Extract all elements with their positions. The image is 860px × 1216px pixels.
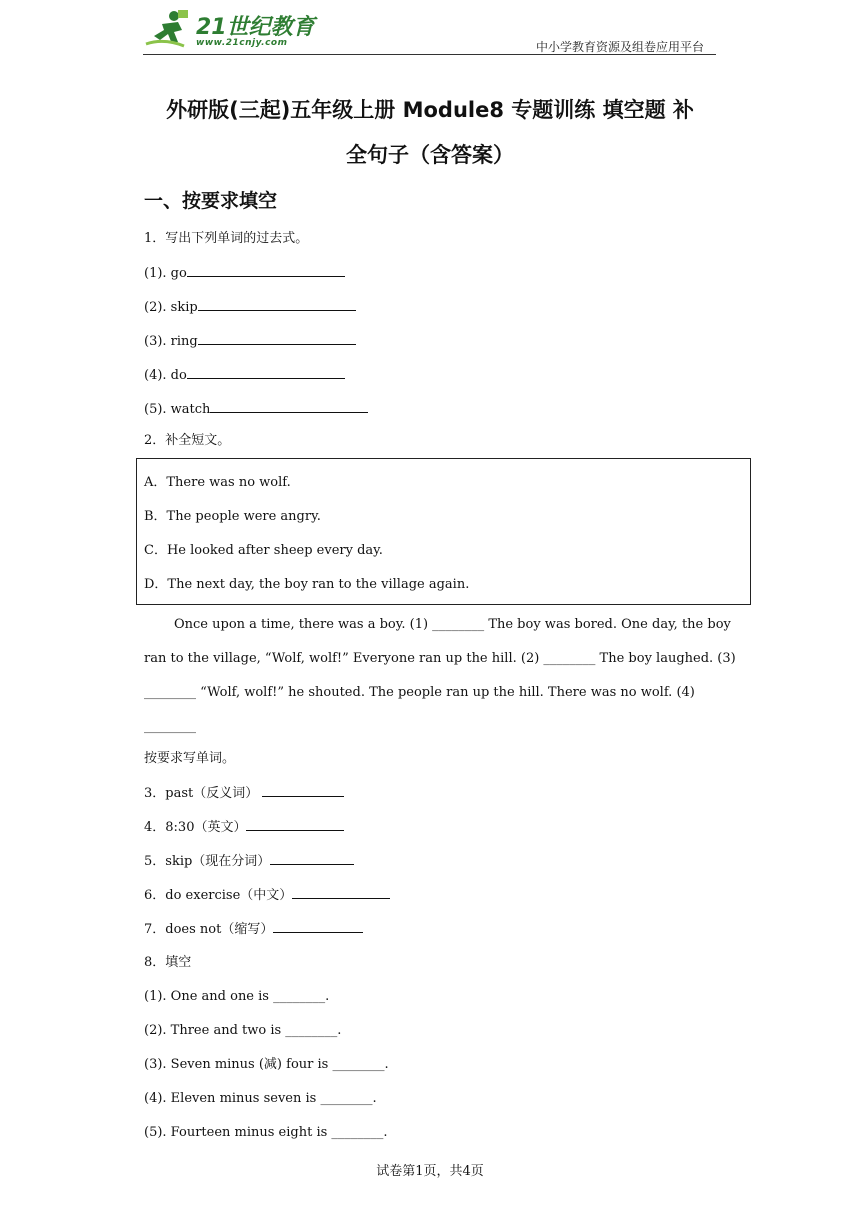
- page-footer: 试卷第1页，共4页: [376, 1164, 484, 1179]
- question-1-item: (1). go: [144, 264, 345, 283]
- answer-blank[interactable]: [187, 264, 345, 277]
- logo-text: 21世纪教育: [196, 15, 315, 40]
- answer-blank[interactable]: [273, 920, 363, 933]
- instruction-text: 按要求写单词。: [144, 751, 236, 766]
- question-1-item: (2). skip: [144, 298, 356, 317]
- passage-line: ________ “Wolf, wolf!” he shouted. The people ran up the hill. There was no wolf. (4): [144, 685, 695, 700]
- page-title: [130, 88, 730, 178]
- question-8-item: (4). Eleven minus seven is ________.: [144, 1091, 377, 1106]
- question-1-item: (5). watch: [144, 400, 368, 419]
- answer-blank[interactable]: [292, 886, 390, 899]
- question-8-item: (1). One and one is ________.: [144, 989, 330, 1004]
- question-7: 7．does not（缩写）: [144, 920, 363, 939]
- question-5: 5．skip（现在分词）: [144, 852, 354, 871]
- option-c: C．He looked after sheep every day.: [144, 543, 383, 558]
- answer-blank[interactable]: [270, 852, 354, 865]
- answer-blank[interactable]: [262, 784, 344, 797]
- header-platform-text: 中小学教育资源及组卷应用平台: [535, 40, 704, 54]
- option-a: A．There was no wolf.: [144, 475, 291, 490]
- option-b: B．The people were angry.: [144, 509, 321, 524]
- logo-runner-icon: [144, 8, 194, 52]
- question-8-item: (3). Seven minus (减) four is ________.: [144, 1057, 389, 1072]
- question-8-item: (2). Three and two is ________.: [144, 1023, 342, 1038]
- answer-blank[interactable]: [246, 818, 344, 831]
- section-title: 一、按要求填空: [144, 190, 278, 212]
- question-1-item: (3). ring: [144, 332, 356, 351]
- question-1-prompt: 1．写出下列单词的过去式。: [144, 231, 309, 246]
- passage-line: Once upon a time, there was a boy. (1) ________ The boy was bored. One day, the boy: [174, 617, 731, 632]
- question-3: 3．past（反义词）: [144, 784, 344, 803]
- answer-blank[interactable]: [198, 298, 356, 311]
- question-2-prompt: 2．补全短文。: [144, 433, 231, 448]
- title-line-2: 全句子（含答案）: [346, 143, 514, 167]
- question-4: 4．8:30（英文）: [144, 818, 344, 837]
- question-8-prompt: 8．填空: [144, 955, 192, 970]
- question-8-item: (5). Fourteen minus eight is ________.: [144, 1125, 388, 1140]
- passage-line: ran to the village, “Wolf, wolf!” Everyone ran up the hill. (2) ________ The boy laughed. (3): [144, 651, 736, 666]
- answer-blank[interactable]: [210, 400, 368, 413]
- answer-blank[interactable]: [187, 366, 345, 379]
- header-divider: [143, 54, 716, 55]
- question-6: 6．do exercise（中文）: [144, 886, 390, 905]
- answer-blank[interactable]: [198, 332, 356, 345]
- logo-url: www.21cnjy.com: [196, 38, 288, 48]
- title-line-1: 外研版(三起)五年级上册 Module8 专题训练 填空题 补: [166, 98, 694, 122]
- option-d: D．The next day, the boy ran to the village again.: [144, 577, 470, 592]
- passage-line: ________: [144, 719, 196, 734]
- question-1-item: (4). do: [144, 366, 345, 385]
